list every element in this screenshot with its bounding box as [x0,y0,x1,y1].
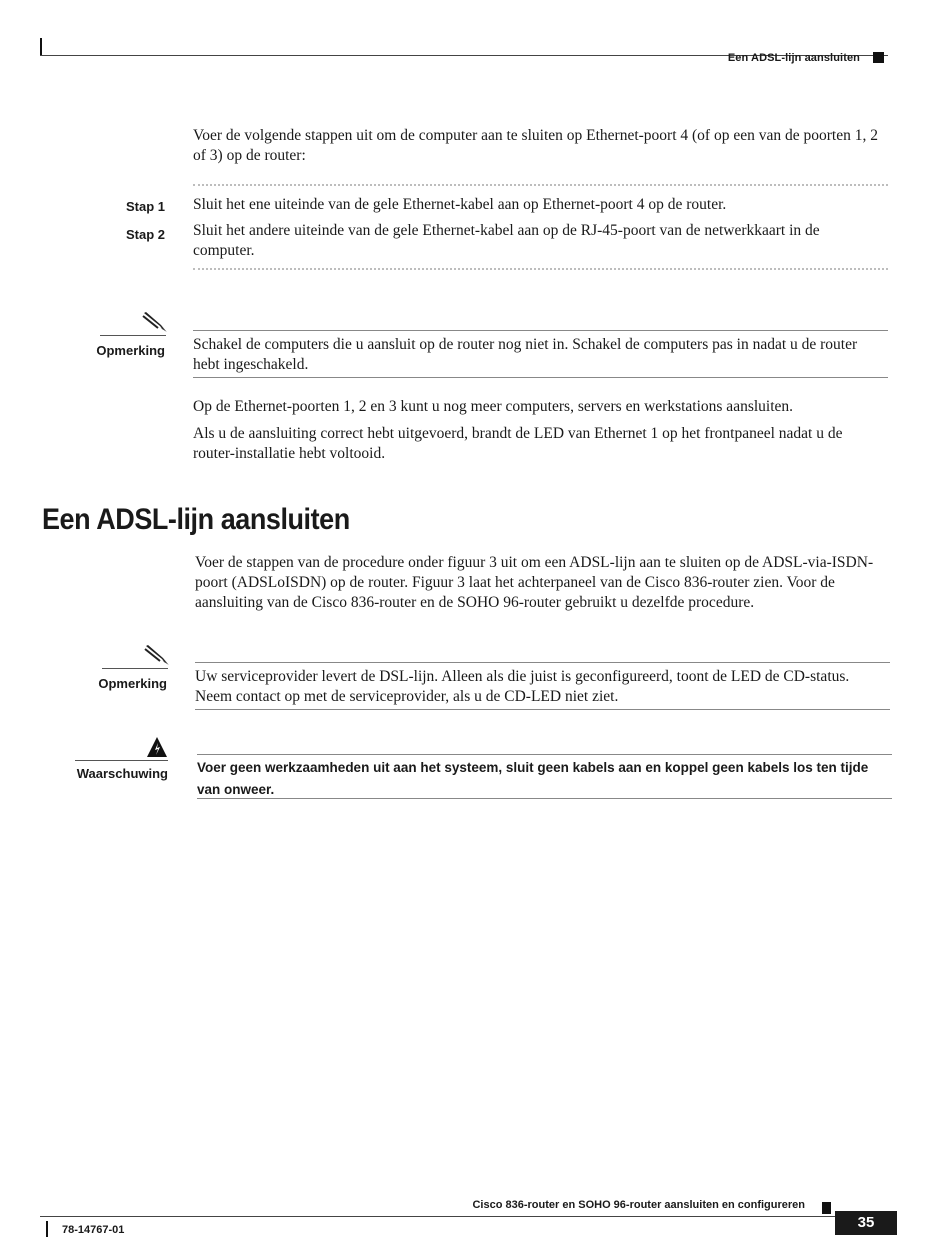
warning-top-rule [197,754,892,755]
note-2-icon-wrapper [142,643,172,667]
warning-label: Waarschuwing [76,766,168,781]
warning-icon-wrapper [146,736,168,758]
note-1-icon-wrapper [140,310,170,334]
step-1-label: Stap 1 [125,199,165,214]
pencil-icon [140,310,170,334]
note-2-top-rule [195,662,890,663]
note-1-text: Schakel de computers die u aansluit op de router nog niet in. Schakel de computers pas in nadat u de router hebt ingeschakeld. [193,336,858,373]
warning-bottom-rule [197,798,892,799]
intro-paragraph: Voer de volgende stappen uit om de computer aan te sluiten op Ethernet-poort 4 (of op een van de poorten 1, 2 of 3) op de router: [193,127,878,164]
note-2-text: Uw serviceprovider levert de DSL-lijn. Alleen als die juist is geconfigureerd, toont de LED de CD-status. Neem contact op met de serviceprovider, als u de CD-LED niet ziet. [195,668,850,705]
warning-text: Voer geen werkzaamheden uit aan het systeem, sluit geen kabels aan en koppel geen kabels los ten tijde van onweer. [197,760,869,797]
section-title: Een ADSL-lijn aansluiten [42,503,350,536]
document-number: 78-14767-01 [62,1224,125,1236]
section-intro-paragraph: Voer de stappen van de procedure onder figuur 3 uit om een ADSL-lijn aan te sluiten op de ADSL-via-ISDN-poort (ADSLoISDN) op de router. Figuur 3 laat het achterpaneel van de Cisco 836-router zien. Voor de aansluiting van de Cisco 836-router en de SOHO 96-router gebruikt u dezelfde procedure. [195,554,874,611]
note-2-label: Opmerking [98,676,167,691]
running-header-title: Een ADSL-lijn aansluiten [727,52,860,64]
paragraph-led-status: Als u de aansluiting correct hebt uitgevoerd, brandt de LED van Ethernet 1 op het frontpaneel nadat u de router-installatie hebt voltooid. [193,425,843,462]
step-2-text: Sluit het andere uiteinde van de gele Ethernet-kabel aan op de RJ-45-poort van de netwerkkaart in de computer. [193,222,820,259]
footer-tick-mark [46,1221,48,1237]
note-1-label: Opmerking [96,343,165,358]
steps-top-rule [193,184,888,186]
note-1-label-rule [100,335,166,336]
header-tick-mark [40,38,42,56]
note-2-label-rule [102,668,168,669]
footer-book-title: Cisco 836-router en SOHO 96-router aansluiten en configureren [472,1199,805,1211]
steps-bottom-rule [193,268,888,270]
footer-block-marker [822,1202,831,1214]
note-1-top-rule [193,330,888,331]
footer-rule [40,1216,835,1217]
page-number: 35 [835,1211,897,1235]
note-1-bottom-rule [193,377,888,378]
step-1-text: Sluit het ene uiteinde van de gele Ethernet-kabel aan op Ethernet-poort 4 op de router. [193,196,727,213]
step-2-label: Stap 2 [125,227,165,242]
paragraph-ethernet-ports: Op de Ethernet-poorten 1, 2 en 3 kunt u nog meer computers, servers en werkstations aansluiten. [193,398,794,415]
warning-label-rule [75,760,168,761]
pencil-icon [142,643,172,667]
note-2-bottom-rule [195,709,890,710]
header-block-marker [873,52,884,63]
warning-triangle-icon [146,736,168,758]
